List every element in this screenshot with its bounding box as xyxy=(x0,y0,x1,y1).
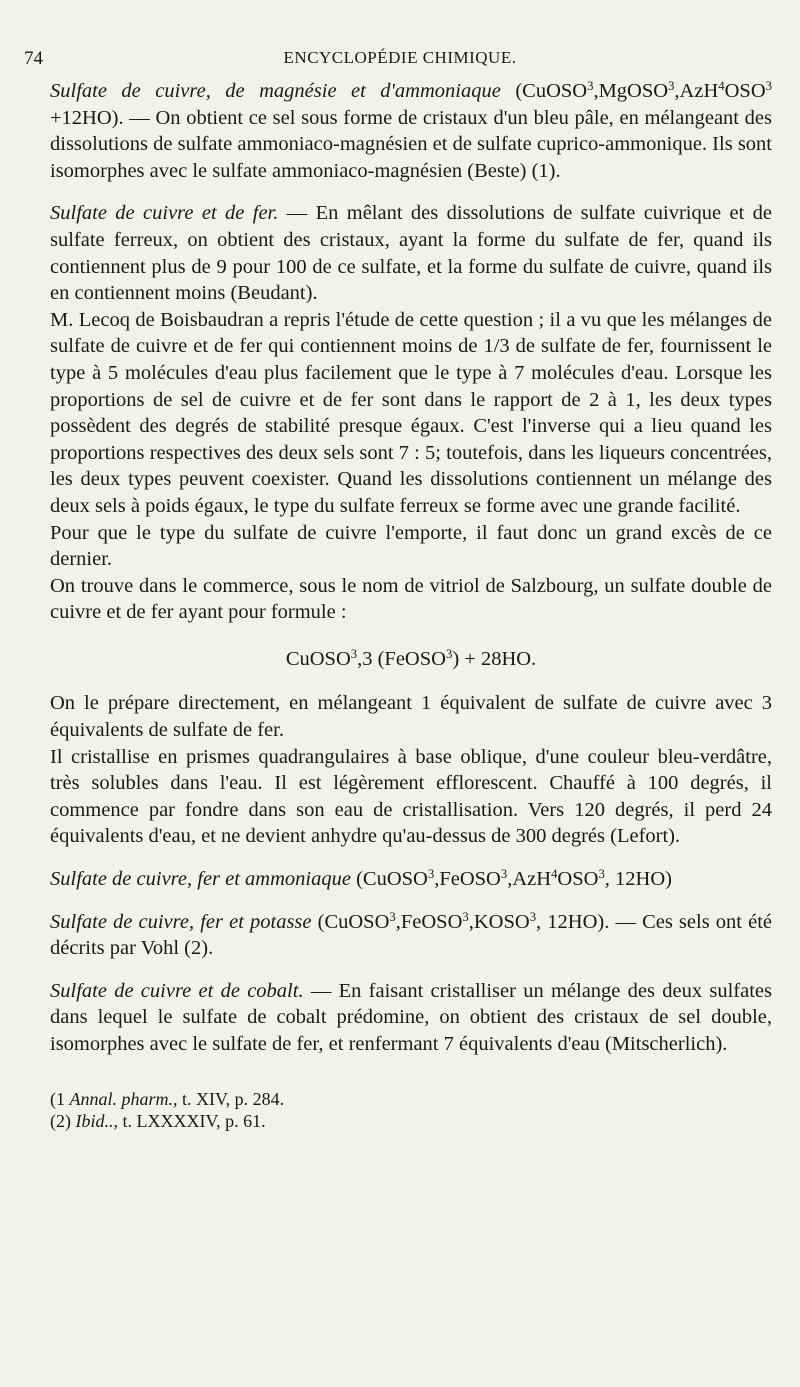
formula-part: (CuOSO xyxy=(515,80,588,102)
superscript: 3 xyxy=(500,867,508,882)
paragraph-s3 xyxy=(50,866,772,893)
footnote-number: (2) xyxy=(50,1110,76,1131)
running-title: ENCYCLOPÉDIE CHIMIQUE. xyxy=(283,48,517,67)
footnote-source: Annal. pharm. xyxy=(69,1088,173,1109)
formula-part: , 12HO). — Ces sels ont été décrits par Vohl (2). xyxy=(50,910,772,960)
superscript: 3 xyxy=(427,867,435,882)
page-header xyxy=(24,48,776,74)
formula-part: ,FeOSO xyxy=(434,868,501,891)
formula-part: , 12HO) xyxy=(604,868,672,891)
paragraph: On le prépare directement, en mélangeant 1 équivalent de sulfate de cuivre avec 3 équivalents de sulfate de fer. xyxy=(50,692,772,742)
formula-part: ,AzH xyxy=(674,80,719,102)
formula-part: ,3 (FeOSO xyxy=(357,647,446,670)
footnote-1 xyxy=(50,1088,772,1110)
paragraph-text: — En mêlant des dissolutions de sulfate cuivrique et de sulfate ferreux, on obtient des cristaux, ayant la forme du sulfate de fer, quand ils contiennent plus de 9 pour 100 de ce sulfate, et la forme du sulfate de cuivre, quand ils en contiennent moins (Beudant). xyxy=(50,202,772,305)
paragraph-s4 xyxy=(50,909,772,962)
superscript: 3 xyxy=(389,909,396,924)
section-title: Sulfate de cuivre, fer et potasse xyxy=(50,910,312,933)
formula-part: OSO xyxy=(724,80,766,102)
formula-part: ,MgOSO xyxy=(593,80,669,102)
footnote-number: (1 xyxy=(50,1088,70,1109)
formula-part: CuOSO xyxy=(285,647,351,670)
superscript: 3 xyxy=(445,646,453,661)
paragraph: On trouve dans le commerce, sous le nom de vitriol de Salzbourg, un sulfate double de cuivre et de fer ayant pour formule : xyxy=(50,574,772,624)
formula-part: ,KOSO xyxy=(468,910,530,933)
footnote-reference: , t. LXXXXIV, p. 61. xyxy=(113,1110,266,1131)
superscript: 3 xyxy=(765,79,772,94)
footnote-reference: , t. XIV, p. 284. xyxy=(173,1088,285,1109)
section-title: Sulfate de cuivre et de fer. xyxy=(50,202,279,225)
paragraph-s2 xyxy=(50,200,772,306)
formula-part: ) + 28HO. xyxy=(452,647,537,670)
paragraph: Il cristallise en prismes quadrangulaires à base oblique, d'une couleur bleu-verdâtre, très solubles dans l'eau. Il est légèrement efflorescent. Chauffé à 100 degrés, il commence par fondre dans son eau de cristallisation. Vers 120 degrés, il perd 24 équivalents d'eau, et ne devient anhydre qu'au-dessus de 300 degrés (Lefort). xyxy=(50,745,772,848)
section-title: Sulfate de cuivre, de magnésie et d'ammoniaque xyxy=(50,80,501,102)
superscript: 4 xyxy=(551,867,558,882)
superscript: 3 xyxy=(598,867,605,882)
footnotes xyxy=(50,1088,772,1132)
paragraph-s1 xyxy=(50,78,772,184)
section-title: Sulfate de cuivre et de cobalt. xyxy=(50,979,304,1002)
superscript: 4 xyxy=(718,79,725,94)
formula-part: OSO xyxy=(557,868,599,891)
superscript: 3 xyxy=(350,646,358,661)
superscript: 3 xyxy=(587,79,594,94)
paragraph-s5 xyxy=(50,978,772,1058)
formula-part: (CuOSO xyxy=(350,868,428,891)
superscript: 3 xyxy=(668,79,675,94)
formula-part: (CuOSO xyxy=(311,910,390,933)
formula-part: ,AzH xyxy=(507,868,552,891)
footnote-2 xyxy=(50,1110,772,1132)
formula-part: ,FeOSO xyxy=(395,910,463,933)
section-title: Sulfate de cuivre, fer et ammoniaque xyxy=(50,868,351,891)
footnote-source: Ibid.. xyxy=(75,1110,114,1131)
superscript: 3 xyxy=(462,909,469,924)
page-number: 74 xyxy=(24,48,43,69)
paragraph-text: +12HO). — On obtient ce sel sous forme de cristaux d'un bleu pâle, en mélangeant des dissolutions de sulfate ammoniaco-magnésien et de sulfate cuprico-ammonique. Ils sont isomorphes avec le sulfate ammoniaco-magnésien (Beste) (1). xyxy=(50,106,772,182)
superscript: 3 xyxy=(529,909,537,924)
formula-line xyxy=(50,646,772,673)
paragraph-text: — En faisant cristalliser un mélange des deux sulfates dans lequel le sulfate de cobalt prédomine, on obtient des cristaux de sel double, isomorphes avec le sulfate de fer, et renfermant 7 équivalents d'eau (Mitscherlich). xyxy=(50,979,772,1055)
page-body xyxy=(50,78,772,1132)
paragraph: Pour que le type du sulfate de cuivre l'emporte, il faut donc un grand excès de ce dernier. xyxy=(50,521,772,571)
paragraph: M. Lecoq de Boisbaudran a repris l'étude de cette question ; il a vu que les mélanges de sulfate de cuivre et de fer qui contiennent moins de 1/3 de sulfate de fer, fournissent le type à 5 molécules d'eau plus facilement que le type à 7 molécules d'eau. Lorsque les proportions de sel de cuivre et de fer sont dans le rapport de 2 à 1, les deux types possèdent des degrés de stabilité presque égaux. C'est l'inverse qui a lieu quand les proportions respectives des deux sels sont 7 : 5; toutefois, dans les liqueurs concentrées, les deux types peuvent coexister. Quand les dissolutions contiennent un mélange des deux sels à poids égaux, le type du sulfate ferreux se forme avec une grande facilité. xyxy=(50,308,772,517)
